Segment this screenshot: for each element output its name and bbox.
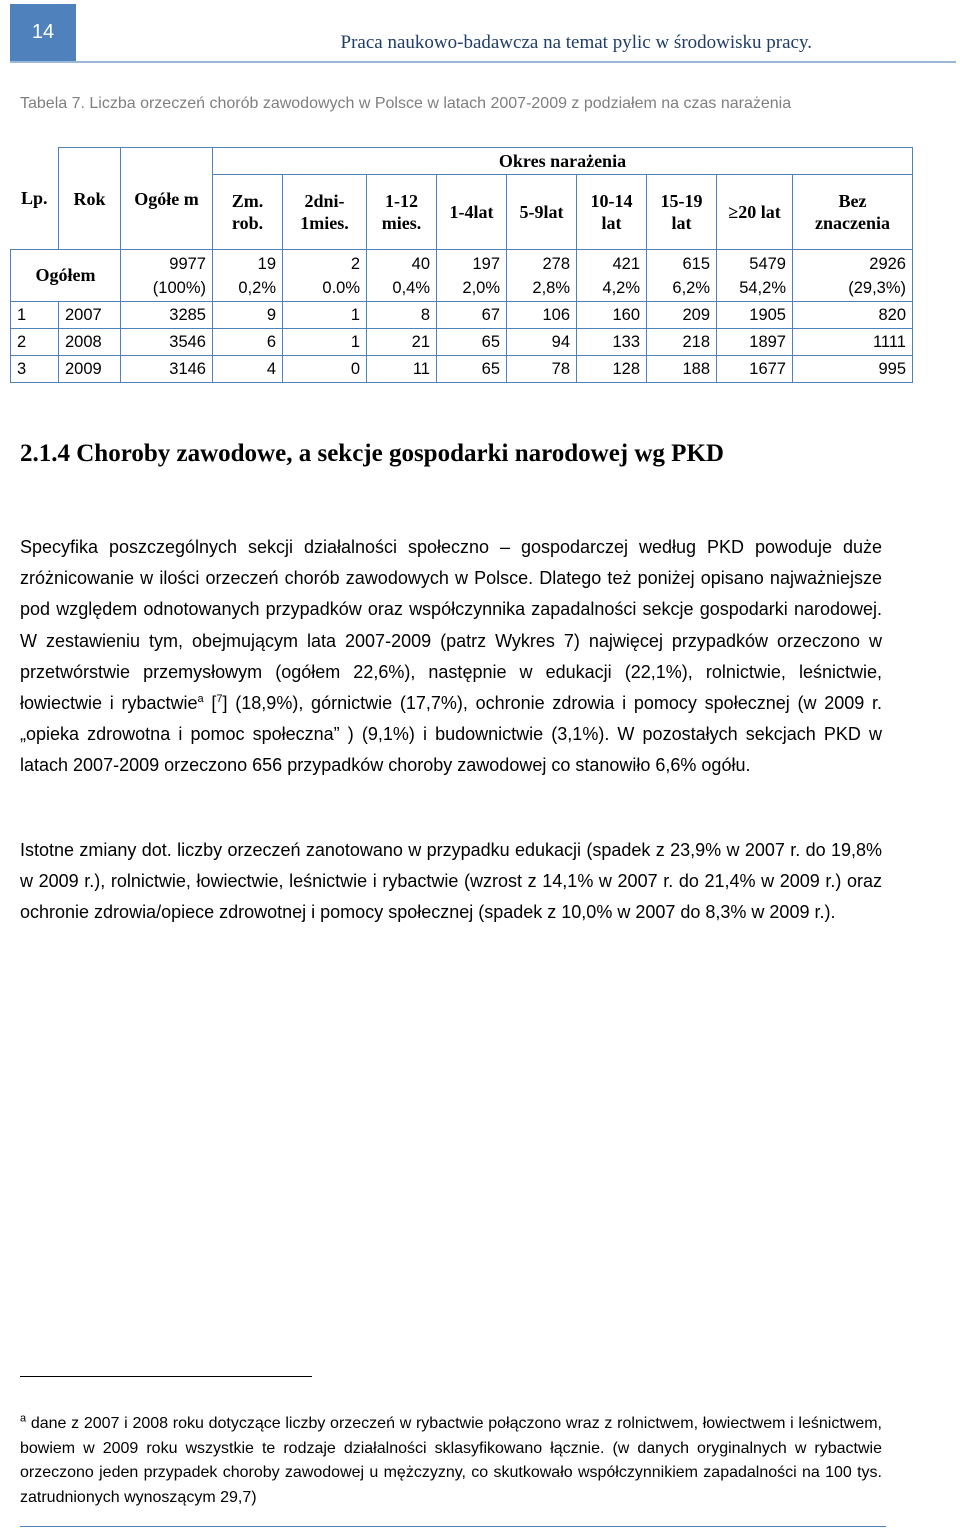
header-col: 1-4lat	[437, 175, 507, 250]
total-cell: 278 2,8%	[507, 250, 577, 302]
cell: 106	[507, 302, 577, 329]
footnote: $^a$ dane z 2007 i 2008 roku dotyczące liczby orzeczeń w rybactwie połączono wraz z rolnictwem, łowiectwem i leśnictwem, bowiem w 2009 roku wszystkie te rodzaje działalności sklasyfikowano łącznie. (w danych oryginalnych w rybactwie orzeczono jeden przypadek choroby zawodowej u mężczyzny, co skutkowało współczynnikiem zapadalności na 100 tys. zatrudnionych wynoszącym 29,7)	[20, 1412, 882, 1506]
table-caption: Tabela 7. Liczba orzeczeń chorób zawodowych w Polsce w latach 2007-2009 z podziałem na czas narażenia	[20, 95, 792, 112]
cell-rok: 2007	[59, 302, 121, 329]
header-col: 1-12 mies.	[367, 175, 437, 250]
cell-rok: 2009	[59, 356, 121, 383]
footnote-marker: a	[197, 693, 204, 706]
footnote-rule	[20, 1376, 312, 1377]
cell: 1897	[717, 329, 793, 356]
cell: 1111	[793, 329, 913, 356]
cell: 1	[283, 302, 367, 329]
header-ogolem: Ogółe m	[121, 148, 213, 250]
reference-number: 7	[216, 693, 223, 706]
cell: 11	[367, 356, 437, 383]
cell: 3146	[121, 356, 213, 383]
total-cell: 2926 (29,3%)	[793, 250, 913, 302]
header-lp: Lp.	[20, 188, 48, 209]
cell: 78	[507, 356, 577, 383]
cell: 67	[437, 302, 507, 329]
total-label: Ogółem	[11, 250, 121, 302]
cell: 65	[437, 356, 507, 383]
header-col: 10-14 lat	[577, 175, 647, 250]
cell: 3285	[121, 302, 213, 329]
cell: 128	[577, 356, 647, 383]
header-okres-narazenia: Okres narażenia	[213, 148, 913, 175]
cell: 188	[647, 356, 717, 383]
table-row	[11, 302, 913, 329]
header-rok: Rok	[59, 148, 121, 250]
header-col: ≥20 lat	[717, 175, 793, 250]
header-col: Zm. rob.	[213, 175, 283, 250]
body-paragraph: Specyfika poszczególnych sekcji działalności społeczno – gospodarczej według PKD powoduje duże zróżnicowanie w ilości orzeczeń chorób zawodowych w Polsce. Dlatego też poniżej opisano najważniejsze pod względem odnotowanych przypadków oraz współczynnika zapadalności sekcje gospodarki narodowej. W zestawieniu tym, obejmującym lata 2007-2009 (patrz Wykres 7) najwięcej przypadków orzeczono w przetwórstwie przemysłowym (ogółem 22,6%), następnie w edukacji (22,1%), rolnictwie, leśnictwie, łowiectwie i rybactwie$^a$ [$^7$] (18,9%), górnictwie (17,7%), ochronie zdrowia i pomocy społecznej (w 2009 r. „opieka zdrowotna i pomoc społeczna” ) (9,1%) i budownictwie (3,1%). W pozostałych sekcjach PKD w latach 2007-2009 orzeczono 656 przypadków choroby zawodowej co stanowiło 6,6% ogółu.	[20, 537, 882, 776]
cell: 820	[793, 302, 913, 329]
header-col: Bez znaczenia	[793, 175, 913, 250]
header-col: 5-9lat	[507, 175, 577, 250]
cell: 21	[367, 329, 437, 356]
cell: 218	[647, 329, 717, 356]
cell: 4	[213, 356, 283, 383]
header-rule	[10, 61, 956, 63]
table-row	[11, 356, 913, 383]
cell-lp: 3	[11, 356, 59, 383]
footer-rule	[20, 1526, 886, 1527]
cell: 8	[367, 302, 437, 329]
header-col: 15-19 lat	[647, 175, 717, 250]
cell: 0	[283, 356, 367, 383]
cell: 65	[437, 329, 507, 356]
table-row	[11, 329, 913, 356]
section-heading: 2.1.4 Choroby zawodowe, a sekcje gospodarki narodowej wg PKD	[20, 440, 724, 467]
page-number: 14	[10, 4, 76, 61]
cell: 6	[213, 329, 283, 356]
total-row	[11, 250, 913, 302]
body-paragraph: Istotne zmiany dot. liczby orzeczeń zanotowano w przypadku edukacji (spadek z 23,9% w 2007 r. do 19,8% w 2009 r.), rolnictwie, łowiectwie, leśnictwie i rybactwie (wzrost z 14,1% w 2007 r. do 21,4% w 2009 r.) oraz ochronie zdrowia/opiece zdrowotnej i pomocy społecznej (spadek z 10,0% w 2007 do 8,3% w 2009 r.).	[20, 840, 882, 923]
total-cell: 2 0.0%	[283, 250, 367, 302]
total-cell: 5479 54,2%	[717, 250, 793, 302]
cell: 160	[577, 302, 647, 329]
cell: 94	[507, 329, 577, 356]
cell: 995	[793, 356, 913, 383]
total-cell: 421 4,2%	[577, 250, 647, 302]
cell: 9	[213, 302, 283, 329]
cell-lp: 2	[11, 329, 59, 356]
running-title: Praca naukowo-badawcza na temat pylic w środowisku pracy.	[340, 32, 812, 53]
cell: 3546	[121, 329, 213, 356]
cell: 209	[647, 302, 717, 329]
cell-lp: 1	[11, 302, 59, 329]
cell: 1677	[717, 356, 793, 383]
cell: 133	[577, 329, 647, 356]
cell: 1905	[717, 302, 793, 329]
total-cell: 9977 (100%)	[121, 250, 213, 302]
total-cell: 40 0,4%	[367, 250, 437, 302]
total-cell: 19 0,2%	[213, 250, 283, 302]
data-table	[10, 147, 913, 383]
total-cell: 615 6,2%	[647, 250, 717, 302]
total-cell: 197 2,0%	[437, 250, 507, 302]
header-col: 2dni-1mies.	[283, 175, 367, 250]
cell: 1	[283, 329, 367, 356]
cell-rok: 2008	[59, 329, 121, 356]
